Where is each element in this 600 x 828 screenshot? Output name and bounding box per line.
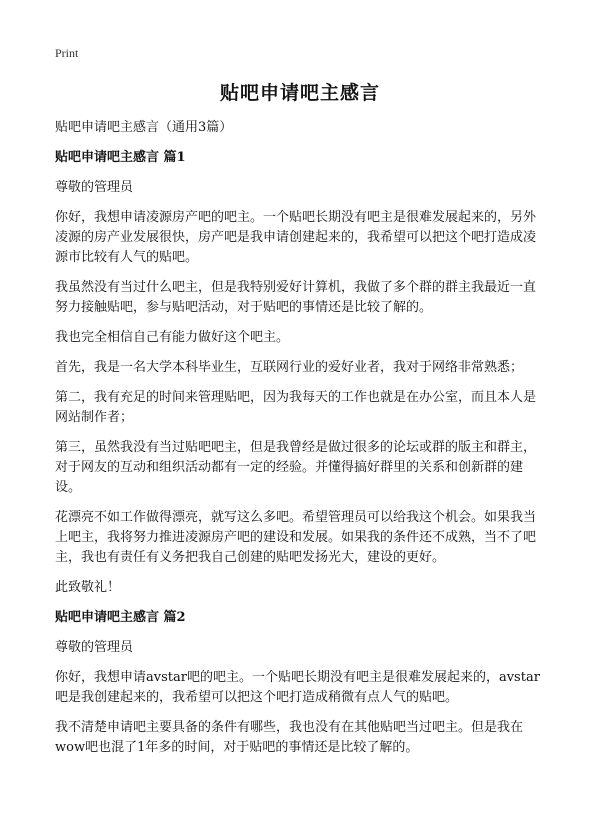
paragraph: 你好，我想申请凌源房产吧的吧主。一个贴吧长期没有吧主是很难发展起来的，另外凌源的房产业发展很快，房产吧是我申请创建起来的，我希望可以把这个吧打造成凌源市比较有人气的贴吧。 [55, 210, 537, 265]
paragraph: 第三，虽然我没有当过贴吧吧主，但是我曾经是做过很多的论坛或群的版主和群主，对于网友的互动和组织活动都有一定的经验。并懂得搞好群里的关系和创新群的建设。 [55, 440, 537, 495]
paragraph: 你好，我想申请avstar吧的吧主。一个贴吧长期没有吧主是很难发展起来的，avstar吧是我创建起来的，我希望可以把这个吧打造成稍微有点人气的贴吧。 [55, 670, 540, 705]
paragraph: 尊敬的管理员 [55, 180, 134, 195]
print-link[interactable]: Print [55, 46, 79, 60]
paragraph: 此致敬礼！ [55, 580, 121, 595]
paragraph: 第二，我有充足的时间来管理贴吧，因为我每天的工作也就是在办公室，而且本人是网站制作者； [55, 390, 537, 425]
section-heading: 贴吧申请吧主感言 篇1 [55, 150, 186, 165]
document-subtitle: 贴吧申请吧主感言（通用3篇） [55, 120, 233, 135]
section-heading: 贴吧申请吧主感言 篇2 [55, 610, 186, 625]
paragraph: 我虽然没有当过什么吧主，但是我特别爱好计算机，我做了多个群的群主我最近一直努力接触贴吧，参与贴吧活动，对于贴吧的事情还是比较了解的。 [55, 280, 537, 315]
paragraph: 我不清楚申请吧主要具备的条件有哪些，我也没有在其他贴吧当过吧主。但是我在wow吧也混了1年多的时间，对于贴吧的事情还是比较了解的。 [55, 720, 524, 755]
paragraph: 花漂亮不如工作做得漂亮，就写这么多吧。希望管理员可以给我这个机会。如果我当上吧主，我将努力推进凌源房产吧的建设和发展。如果我的条件还不成熟，当不了吧主，我也有责任有义务把我自己创建的贴吧发扬光大，建设的更好。 [55, 510, 537, 565]
paragraph: 我也完全相信自己有能力做好这个吧主。 [55, 330, 290, 345]
document-body [55, 118, 547, 768]
document-title: 贴吧申请吧主感言 [219, 82, 380, 104]
paragraph: 尊敬的管理员 [55, 640, 134, 655]
paragraph: 首先，我是一名大学本科毕业生，互联网行业的爱好业者，我对于网络非常熟悉； [55, 360, 524, 375]
